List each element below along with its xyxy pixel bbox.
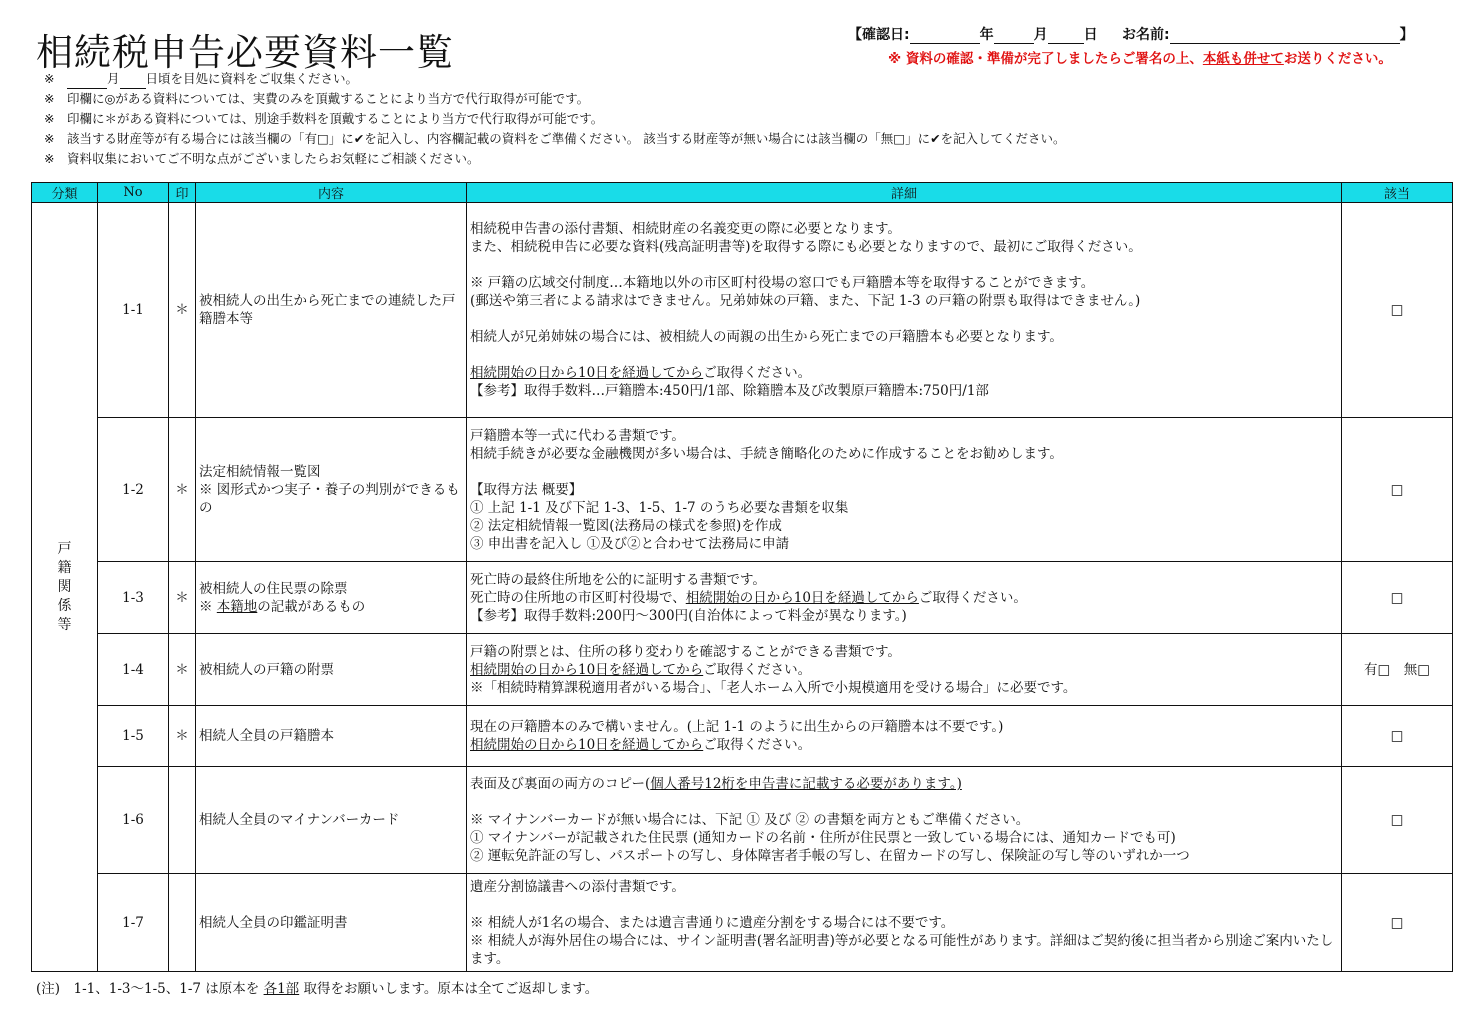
header-no: No: [98, 183, 169, 203]
row-no: 1-6: [98, 767, 169, 874]
notes-list: [44, 69, 1066, 169]
header-applicable: 該当: [1342, 183, 1453, 203]
day-blank[interactable]: [120, 75, 146, 89]
header-detail: 詳細: [467, 183, 1342, 203]
row-no: 1-1: [98, 203, 169, 418]
table-row: [32, 706, 1453, 767]
bracket-close: 】: [1399, 27, 1414, 43]
confirm-date-label: 【確認日:: [848, 27, 910, 43]
row-mark: ＊: [169, 203, 196, 418]
row-content: 法定相続情報一覧図 ※ 図形式かつ実子・養子の判別ができるもの: [196, 418, 467, 562]
note-item: ※ 印欄に◎がある資料については、実費のみを頂戴することにより当方で代行取得が可能です。: [44, 91, 590, 106]
header-category: 分類: [32, 183, 98, 203]
note-item: ※ 印欄に＊がある資料については、別途手数料を頂戴することにより当方で代行取得が可能です。: [44, 111, 604, 126]
note-item: ※ 該当する財産等が有る場合には該当欄の「有□」に✔を記入し、内容欄記載の資料をご準備ください。 該当する財産等が無い場合には該当欄の「無□」に✔を記入してください。: [44, 131, 1066, 146]
day-field[interactable]: [1048, 29, 1084, 44]
applicable-checkbox[interactable]: □: [1342, 418, 1453, 562]
applicable-checkbox[interactable]: □: [1342, 562, 1453, 634]
row-mark: ＊: [169, 562, 196, 634]
row-content: 相続人全員の戸籍謄本: [196, 706, 467, 767]
table-row: [32, 634, 1453, 706]
header-content: 内容: [196, 183, 467, 203]
table-row: [32, 767, 1453, 874]
month-blank[interactable]: [67, 75, 107, 89]
day-label: 日: [1083, 27, 1098, 43]
table-row: [32, 203, 1453, 418]
row-mark: ＊: [169, 706, 196, 767]
month-label: 月: [1033, 27, 1048, 43]
table-row: [32, 418, 1453, 562]
row-no: 1-5: [98, 706, 169, 767]
applicable-checkbox[interactable]: □: [1342, 767, 1453, 874]
row-mark: [169, 874, 196, 972]
year-label: 年: [979, 27, 994, 43]
row-no: 1-4: [98, 634, 169, 706]
row-content: 被相続人の出生から死亡までの連続した戸籍謄本等: [196, 203, 467, 418]
row-mark: ＊: [169, 634, 196, 706]
row-detail: 死亡時の最終住所地を公的に証明する書類です。 死亡時の住所地の市区町村役場で、相続開始の日から10日を経過してからご取得ください。 【参考】取得手数料:200円～300円(自治体によって料金が異なります。): [467, 562, 1342, 634]
confirmation-header: [848, 24, 1414, 44]
note-item: ※ 月 日頃を目処に資料をご収集ください。: [44, 69, 1066, 89]
required-documents-table: [31, 182, 1453, 972]
footnote: (注) 1-1、1-3～1-5、1-7 は原本を 各1部 取得をお願いします。原本は全てご返却します。: [36, 981, 599, 997]
table-header-row: [32, 183, 1453, 203]
note-item: ※ 資料収集においてご不明な点がございましたらお気軽にご相談ください。: [44, 151, 480, 166]
month-field[interactable]: [994, 29, 1034, 44]
row-mark: [169, 767, 196, 874]
name-label: お名前:: [1121, 27, 1170, 43]
row-detail: 戸籍謄本等一式に代わる書類です。 相続手続きが必要な金融機関が多い場合は、手続き簡略化のために作成することをお勧めします。 【取得方法 概要】 ① 上記 1-1 及び下記 1-3、1-5、1-7 のうち必要な書類を収集 ② 法定相続情報一覧図(法務局の様式を参照)を作成 ③ 申出書を記入し ①及び②と合わせて法務局に申請: [467, 418, 1342, 562]
table-row: [32, 562, 1453, 634]
row-detail: 遺産分割協議書への添付書類です。 ※ 相続人が1名の場合、または遺言書通りに遺産分割をする場合には不要です。 ※ 相続人が海外居住の場合には、サイン証明書(署名証明書)等が必要となる可能性があります。詳細はご契約後に担当者から別途ご案内いたします。: [467, 874, 1342, 972]
row-no: 1-3: [98, 562, 169, 634]
applicable-checkbox[interactable]: □: [1342, 706, 1453, 767]
applicable-yes-no-checkbox[interactable]: 有□ 無□: [1342, 634, 1453, 706]
send-warning: ※ 資料の確認・準備が完了しましたらご署名の上、本紙も併せてお送りください。: [888, 51, 1392, 67]
row-detail: 現在の戸籍謄本のみで構いません。(上記 1-1 のように出生からの戸籍謄本は不要です。) 相続開始の日から10日を経過してからご取得ください。: [467, 706, 1342, 767]
row-detail: 戸籍の附票とは、住所の移り変わりを確認することができる書類です。 相続開始の日から10日を経過してからご取得ください。 ※「相続時精算課税適用者がいる場合」、「老人ホーム入所で小規模適用を受ける場合」に必要です。: [467, 634, 1342, 706]
row-content: 相続人全員の印鑑証明書: [196, 874, 467, 972]
row-detail: 相続税申告書の添付書類、相続財産の名義変更の際に必要となります。 また、相続税申告に必要な資料(残高証明書等)を取得する際にも必要となりますので、最初にご取得ください。 ※ 戸籍の広域交付制度…本籍地以外の市区町村役場の窓口でも戸籍謄本等を取得することができます。 (郵送や第三者による請求はできません。兄弟姉妹の戸籍、また、下記 1-3 の戸籍の附票も取得はできません。) 相続人が兄弟姉妹の場合には、被相続人の両親の出生から死亡までの戸籍謄本も必要となります。 相続開始の日から10日を経過してからご取得ください。 【参考】取得手数料…戸籍謄本:450円/1部、除籍謄本及び改製原戸籍謄本:750円/1部: [467, 203, 1342, 418]
row-no: 1-7: [98, 874, 169, 972]
page-title: 相続税申告必要資料一覧: [36, 31, 454, 74]
name-field[interactable]: [1170, 29, 1400, 44]
row-content: 相続人全員のマイナンバーカード: [196, 767, 467, 874]
table-row: [32, 874, 1453, 972]
applicable-checkbox[interactable]: □: [1342, 874, 1453, 972]
row-content: 被相続人の住民票の除票 ※ 本籍地の記載があるもの: [196, 562, 467, 634]
header-mark: 印: [169, 183, 196, 203]
year-field[interactable]: [910, 29, 980, 44]
applicable-checkbox[interactable]: □: [1342, 203, 1453, 418]
row-mark: ＊: [169, 418, 196, 562]
row-no: 1-2: [98, 418, 169, 562]
category-cell: 戸籍関係等: [32, 203, 98, 972]
row-content: 被相続人の戸籍の附票: [196, 634, 467, 706]
row-detail: 表面及び裏面の両方のコピー(個人番号12桁を申告書に記載する必要があります。) ※ マイナンバーカードが無い場合には、下記 ① 及び ② の書類を両方ともご準備ください。 ① マイナンバーが記載された住民票 (通知カードの名前・住所が住民票と一致している場合には、通知カードでも可) ② 運転免許証の写し、パスポートの写し、身体障害者手帳の写し、在留カードの写し、保険証の写し等のいずれか一つ: [467, 767, 1342, 874]
